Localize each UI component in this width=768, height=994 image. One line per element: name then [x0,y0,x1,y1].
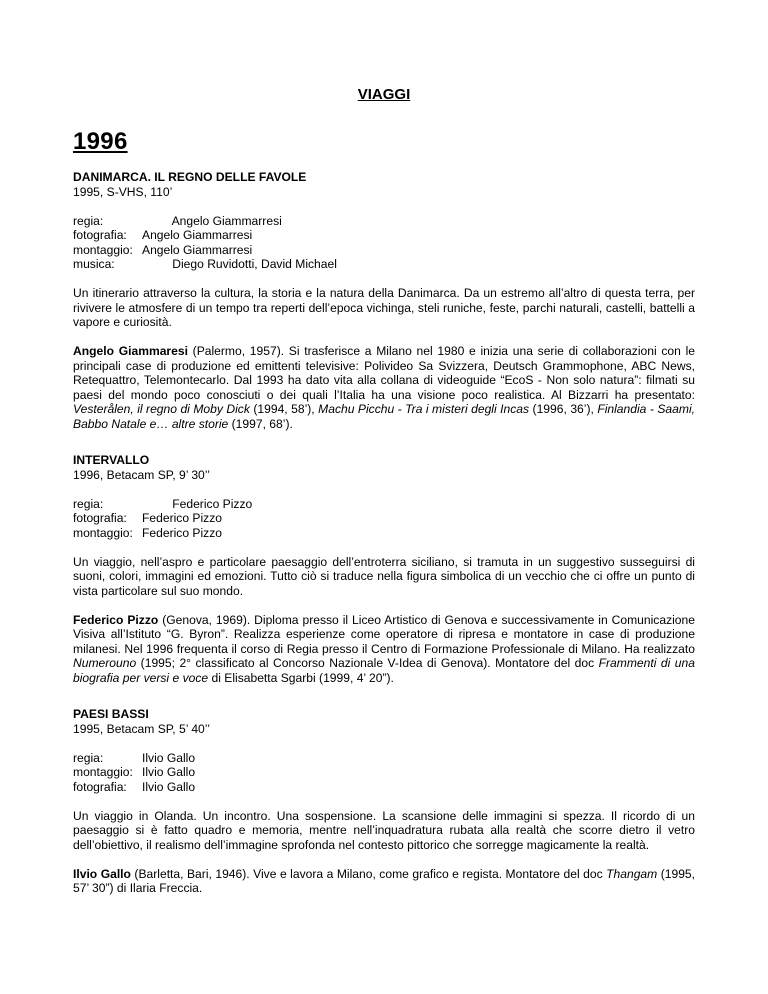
credit-row [73,497,695,512]
credit-value: Ilvio Gallo [142,765,196,779]
bio-text: di Elisabetta Sgarbi (1999, 4’ 20”). [208,670,394,685]
film-meta: 1996, Betacam SP, 9’ 30’’ [73,467,210,482]
credit-label: fotografia: [73,511,127,525]
credit-value: Federico Pizzo [142,511,222,525]
bio-text: (1995, 57’ 30”) di Ilaria Freccia. [73,866,696,895]
director-name: Ilvio Gallo [73,866,131,881]
credit-row [73,257,695,272]
credit-row [73,751,695,766]
credit-label: regia: [73,750,104,765]
credit-value: Federico Pizzo [142,525,222,540]
credit-row [73,511,695,526]
year-heading: 1996 [73,128,128,155]
credits-list [73,214,695,272]
credit-row [73,765,695,780]
film-meta: 1995, Betacam SP, 5’ 40’’ [73,721,210,736]
credit-label: regia: [73,496,104,511]
film-entry [73,170,695,431]
bio-text: (Barletta, Bari, 1946). Vive e lavora a Milano, come grafico e regista. Montatore del doc [130,866,607,881]
credit-row [73,243,695,258]
film-meta: 1995, S-VHS, 110’ [73,184,173,199]
credit-label: montaggio: [73,765,133,779]
credit-label: fotografia: [73,228,127,242]
credit-label: fotografia: [73,779,127,794]
film-title: DANIMARCA. IL REGNO DELLE FAVOLE [73,170,307,184]
credit-label: montaggio: [73,242,133,257]
credit-value: Angelo Giammarresi [142,242,253,257]
work-title: Machu Picchu - Tra i misteri degli Incas [318,402,530,416]
work-info: (1997, 68’). [228,416,293,431]
director-bio [73,344,695,431]
director-bio [73,867,695,896]
credit-row [73,214,695,229]
credit-value: Angelo Giammarresi [142,213,282,228]
credits-list [73,751,695,795]
work-title: Finlandia - Saami, Babbo Natale e… altre storie [73,402,696,431]
film-title: INTERVALLO [73,453,150,467]
film-description: Un itinerario attraverso la cultura, la storia e la natura della Danimarca. Da un estremo all’altro di questa terra, per rivivere le atmosfere di un tempo tra reperti dell’epoca vichinga, steli runiche, feste, parchi naturali, castelli, battelli a vapore e curiosità. [73,286,695,329]
credit-label: musica: [73,257,115,271]
director-name: Angelo Giammaresi [73,344,188,358]
film-entry [73,453,695,685]
credit-value: Ilvio Gallo [142,779,196,794]
director-bio [73,613,695,686]
film-entry [73,707,695,896]
credit-label: regia: [73,213,104,228]
credit-value: Angelo Giammarresi [142,228,253,242]
work-info: (1994, 58’), [249,402,319,416]
credit-value: Ilvio Gallo [142,750,196,765]
film-description: Un viaggio, nell’aspro e particolare paesaggio dell’entroterra siciliano, si tramuta in un suggestivo susseguirsi di suoni, colori, immagini ed emozioni. Tutto ciò si traduce nella figura simbolica di un vecchio che ci offre un punto di vista particolare sul suo mondo. [73,554,695,598]
credits-list [73,497,695,541]
work-title: Numerouno [73,656,137,670]
credit-value: Diego Ruvidotti, David Michael [142,257,337,271]
credit-value: Federico Pizzo [142,496,253,511]
film-title: PAESI BASSI [73,707,149,721]
bio-text: (1995; 2° classificato al Concorso Nazionale V-Idea di Genova). Montatore del doc [136,656,599,670]
work-title: Frammenti di una biografia per versi e voce [73,656,695,685]
work-title: Thangam [606,866,658,881]
credit-row [73,228,695,243]
work-info: (1996, 36’), [529,402,598,416]
section-title: VIAGGI [357,86,411,103]
bio-text: (Genova, 1969). Diploma presso il Liceo Artistico di Genova e successivamente in Comunicazione Visiva all’Istituto “G. Byron”. Realizza esperienze come operatore di ripresa e montatore in case di produzione milanesi. Nel 1996 frequenta il corso di Regia presso il Centro di Formazione Professionale di Milano. Ha realizzato [73,612,695,656]
film-description: Un viaggio in Olanda. Un incontro. Una sospensione. La scansione delle immagini si spezza. Il ricordo di un paesaggio si è fatto quadro e memoria, mentre nell’inquadratura rubata alla realtà che scorre dietro il vetro dell’obiettivo, il realismo dell’immagine sprofonda nel contesto pittorico che sorregge magicamente la realtà. [73,808,695,852]
work-title: Vesterålen, il regno di Moby Dick [73,402,250,416]
credit-row [73,780,695,795]
director-name: Federico Pizzo [73,612,159,627]
bio-text: (Palermo, 1957). Si trasferisce a Milano nel 1980 e inizia una serie di collaborazioni con le principali case di produzione ed emittenti televisive: Polivideo Sa Svizzera, Deutsch Grammophone, ABC News, Retequattro, Telemontecarlo. Dal 1993 ha dato vita alla collana di videoguide “EcoS - Non solo natura”: filmati su paesi del mondo poco conosciuti o dei quali l’Italia ha una visione poco realistica. Al Bizzarri ha presentato: [73,344,695,402]
credit-row [73,526,695,541]
credit-label: montaggio: [73,525,133,540]
